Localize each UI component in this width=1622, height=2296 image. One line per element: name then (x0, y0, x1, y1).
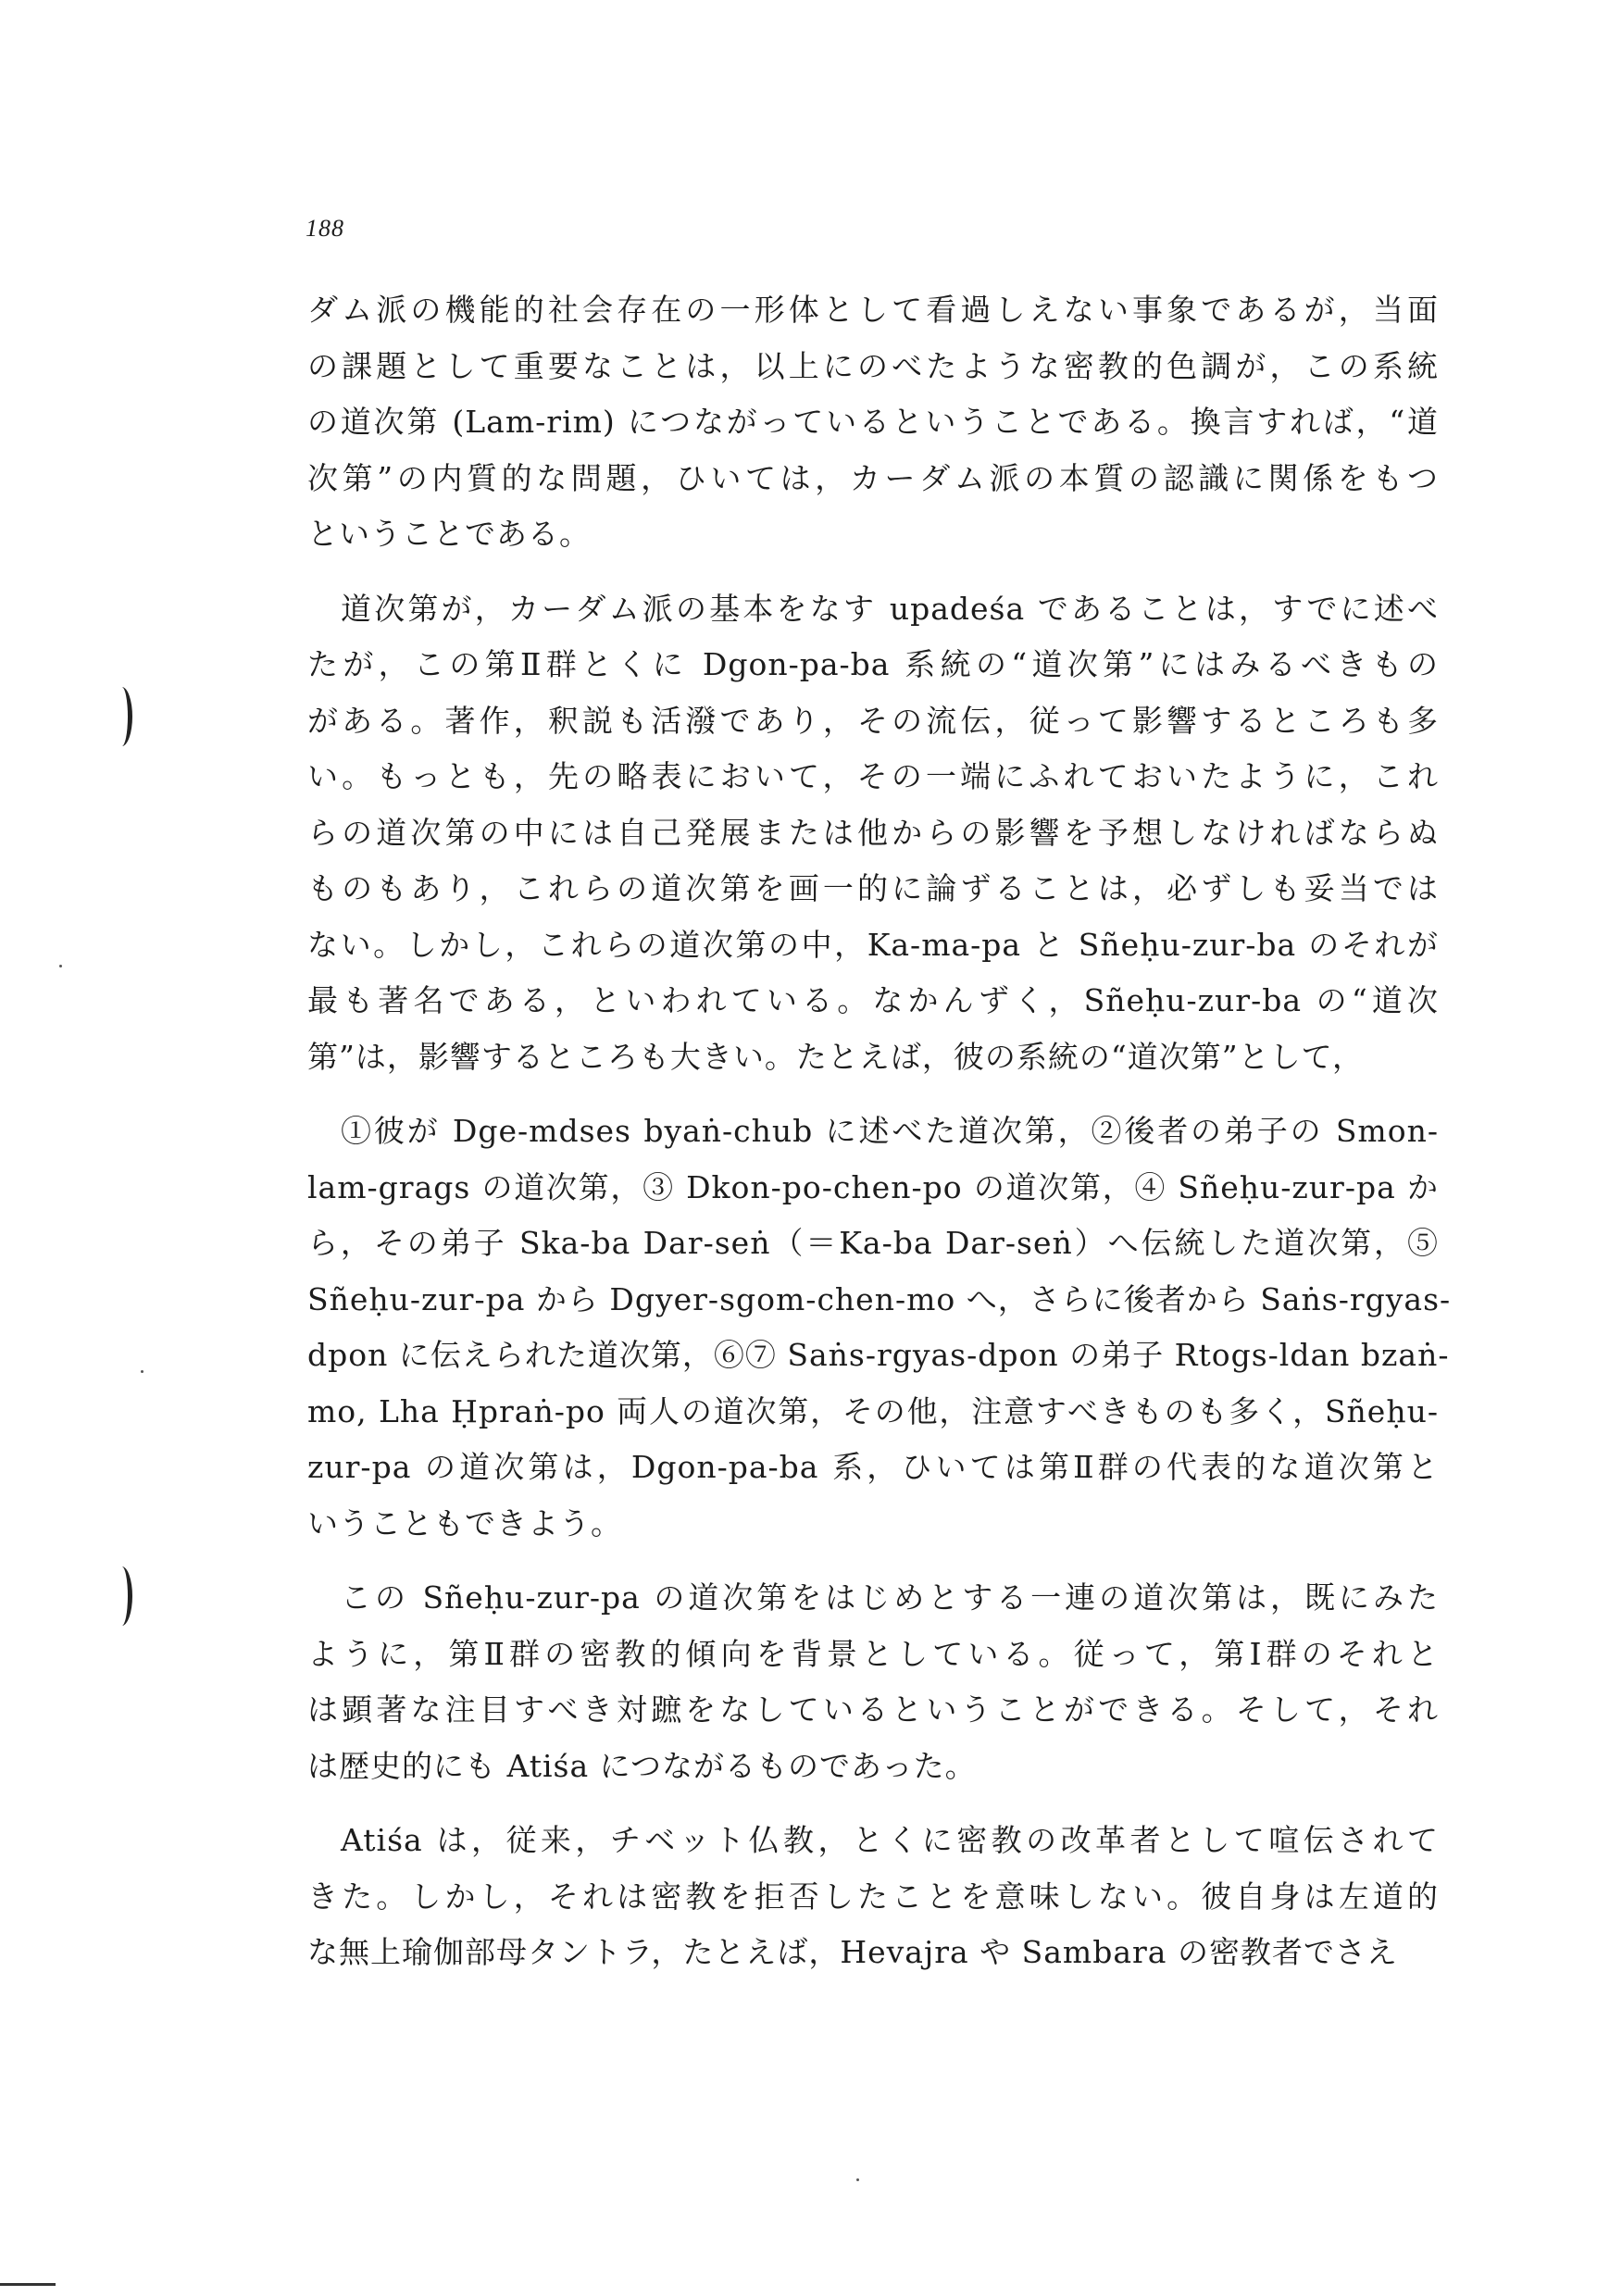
scan-speck (141, 1370, 143, 1373)
page-number: 188 (306, 215, 344, 242)
paragraph (307, 282, 1439, 563)
text-line: Atiśa は，従来，チベット仏教，とくに密教の改革者として喧伝されて (341, 1822, 1439, 1858)
text-line: 道次第が，カーダム派の基本をなす upadeśa であることは，すでに述べ (341, 590, 1439, 627)
text-line: がある。著作，釈説も活潑であり，その流伝，従って影響するところも多 (307, 702, 1439, 739)
text-line: い。もっとも，先の略表において，その一端にふれておいたように，これ (307, 758, 1439, 794)
paragraph-gap (307, 563, 1439, 581)
text-line: 次第”の内質的な問題，ひいては，カーダム派の本質の認識に関係をもつ (307, 459, 1439, 496)
text-line: ①彼が Dge-mdses byaṅ-chub に述べた道次第，②後者の弟子の Smon- (341, 1113, 1439, 1149)
text-line: 最も著名である，といわれている。なかんずく，Sñeḥu-zur-ba の“道次 (307, 982, 1439, 1018)
text-line: きた。しかし，それは密教を拒否したことを意味しない。彼自身は左道的 (307, 1878, 1439, 1915)
text-line: な無上瑜伽部母タントラ，たとえば，Hevajra や Sambara の密教者でさえ (307, 1934, 1398, 1970)
corner-rule (0, 2283, 56, 2286)
scan-speck (59, 965, 62, 967)
text-line: ということである。 (307, 516, 591, 552)
text-line: は歴史的にも Atiśa につながるものであった。 (307, 1747, 977, 1784)
text-line: は顕著な注目すべき対蹠をなしているということができる。そして，それ (307, 1691, 1439, 1728)
paragraph (307, 1104, 1452, 1552)
paragraph (307, 1570, 1439, 1794)
text-line: mo, Lha Ḥpraṅ-po 両人の道次第，その他，注意すべきものも多く，Sñeḥu- (307, 1392, 1439, 1429)
text-line: ダム派の機能的社会存在の一形体として看過しえない事象であるが，当面 (307, 292, 1439, 328)
text-line: 第”は，影響するところも大きい。たとえば，彼の系統の“道次第”として， (307, 1038, 1364, 1075)
binding-mark (111, 1566, 132, 1626)
text-line: zur-pa の道次第は，Dgon-pa-ba 系，ひいては第Ⅱ群の代表的な道次第と (307, 1449, 1439, 1485)
text-line: lam-grags の道次第，③ Dkon-po-chen-po の道次第，④ Sñeḥu-zur-pa か (307, 1168, 1439, 1205)
paragraph (307, 581, 1439, 1086)
text-line: たが，この第Ⅱ群とくに Dgon-pa-ba 系統の“道次第”にはみるべきもの (307, 646, 1439, 682)
paragraph-gap (307, 1552, 1439, 1570)
text-line: ない。しかし，これらの道次第の中，Ka-ma-pa と Sñeḥu-zur-ba のそれが (307, 926, 1439, 963)
paragraph-gap (307, 1085, 1439, 1104)
binding-mark (111, 687, 132, 746)
text-line: いうこともできよう。 (307, 1504, 622, 1541)
paragraph-gap (307, 1794, 1439, 1813)
text-line: の課題として重要なことは，以上にのべたような密教的色調が，この系統 (307, 347, 1439, 384)
text-line: ものもあり，これらの道次第を画一的に論ずることは，必ずしも妥当では (307, 870, 1439, 906)
text-line: の道次第 (Lam-rim) につながっているということである。換言すれば，“道 (307, 404, 1439, 440)
text-line: ら，その弟子 Ska-ba Dar-seṅ（＝Ka-ba Dar-seṅ）へ伝統した道次第，⑤ (307, 1225, 1439, 1261)
paragraph (307, 1813, 1439, 1981)
scan-speck (856, 2178, 859, 2181)
text-line: Sñeḥu-zur-pa から Dgyer-sgom-chen-mo へ，さらに後者から Saṅs-rgyas- (307, 1280, 1452, 1317)
text-line: ように，第Ⅱ群の密教的傾向を背景としている。従って，第Ⅰ群のそれと (307, 1635, 1439, 1672)
text-line: らの道次第の中には自己発展または他からの影響を予想しなければならぬ (307, 814, 1439, 851)
text-line: dpon に伝えられた道次第，⑥⑦ Saṅs-rgyas-dpon の弟子 Rtogs-ldan bzaṅ- (307, 1337, 1450, 1373)
text-line: この Sñeḥu-zur-pa の道次第をはじめとする一連の道次第は，既にみた (341, 1579, 1439, 1616)
body-text (307, 282, 1452, 1981)
